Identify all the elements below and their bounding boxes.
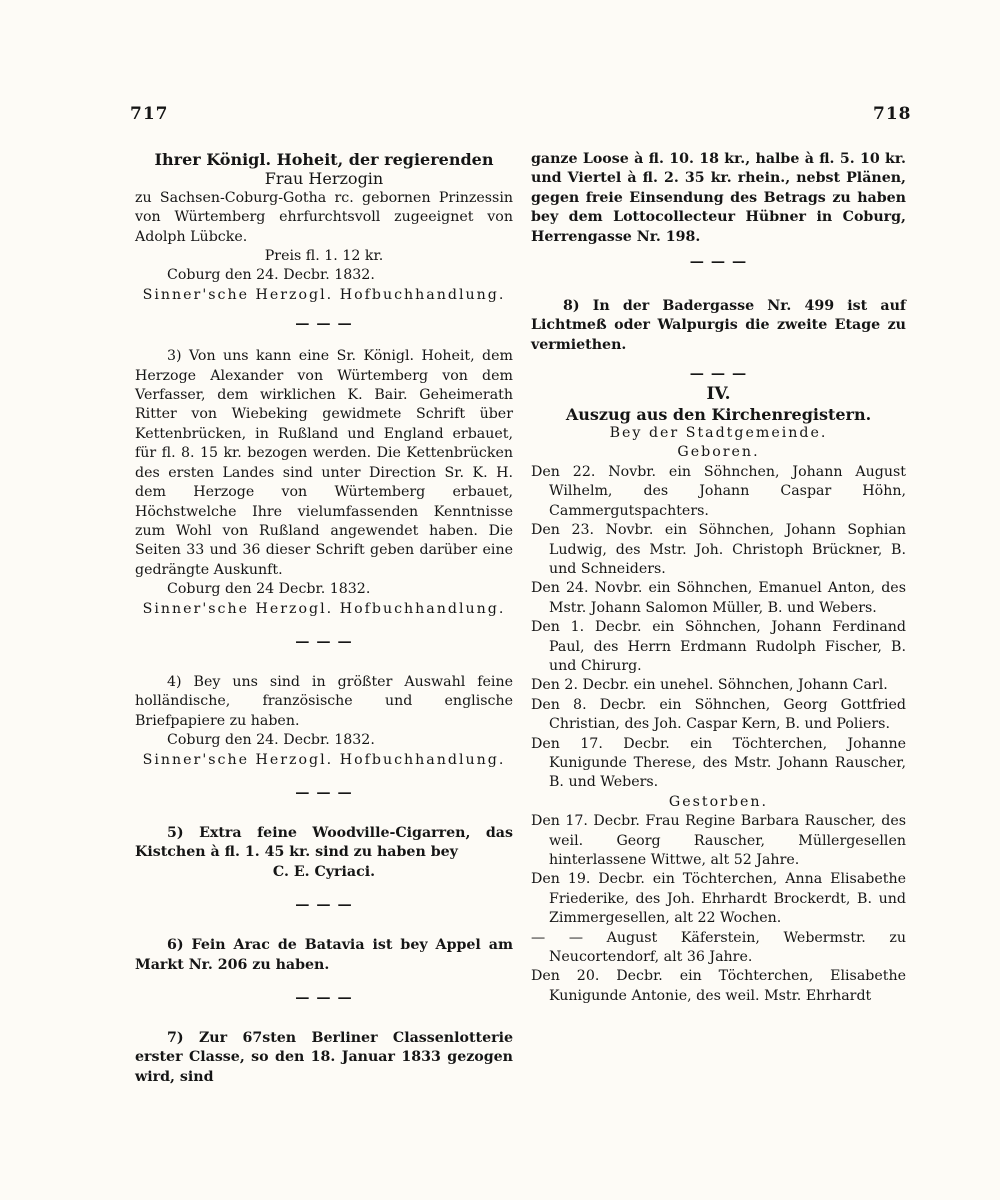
birth-entry: Den 17. Decbr. ein Töchterchen, Johanne Kunigunde Therese, des Mstr. Johann Rauscher, B. und Webers. <box>531 735 906 791</box>
left-page-number: 717 <box>130 104 169 124</box>
notice-6 <box>135 936 513 975</box>
death-entry: Den 19. Decbr. ein Töchterchen, Anna Elisabethe Friederike, des Joh. Ehrhardt Brockerdt, B. und Zimmergesellen, alt 22 Wochen. <box>531 871 906 927</box>
divider: — — — <box>295 990 353 1006</box>
notice-body: 5) Extra feine Woodville-Cigarren, das Kistchen à fl. 1. 45 kr. sind zu haben bey <box>135 824 513 861</box>
notice-body: 6) Fein Arac de Batavia ist bey Appel am Markt Nr. 206 zu haben. <box>135 937 513 973</box>
death-entry: — — August Käferstein, Webermstr. zu Neucortendorf, alt 36 Jahre. <box>531 929 906 966</box>
birth-entry: Den 22. Novbr. ein Söhnchen, Johann August Wilhelm, des Johann Caspar Höhn, Cammergutspachters. <box>531 463 906 519</box>
death-entry: Den 17. Decbr. Frau Regine Barbara Rauscher, des weil. Georg Rauscher, Müllergesellen hinterlassene Wittwe, alt 52 Jahre. <box>531 813 906 868</box>
birth-entry: Den 23. Novbr. ein Söhnchen, Johann Sophian Ludwig, des Mstr. Joh. Christoph Brückner, B. und Schneiders. <box>531 522 906 577</box>
deaths-list <box>531 812 906 1006</box>
notice-place-date: Coburg den 24. Decbr. 1832. <box>167 267 375 284</box>
right-page-number: 718 <box>873 104 912 124</box>
notice-place-date: Coburg den 24. Decbr. 1832. <box>167 732 375 749</box>
section-number: IV. <box>706 384 731 405</box>
left-column <box>135 150 513 1087</box>
notice-body: 7) Zur 67sten Berliner Classenlotterie erster Classe, so den 18. Januar 1833 gezogen wird, sind <box>135 1030 513 1085</box>
notice-heading: Ihrer Königl. Hoheit, der regierenden <box>154 150 494 169</box>
notice-body: 3) Von uns kann eine Sr. Königl. Hoheit, dem Herzoge Alexander von Würtemberg von dem Verfasser, dem wirklichen K. Bair. Geheimerath Ritter von Wiebeking gewidmete Schrift über Kettenbrücken, in Rußland und England erbauet, für fl. 8. 15 kr. bezogen werden. Die Kettenbrücken des ersten Landes sind unter Direction Sr. K. H. dem Herzoge von Würtemberg erbauet, Höchstwelche Ihre vielumfassenden Kenntnisse zum Wohl von Rußland angewendet haben. Die Seiten 33 und 36 dieser Schrift geben darüber eine gedrängte Auskunft. <box>135 348 513 578</box>
birth-entry: Den 2. Decbr. ein unehel. Söhnchen, Johann Carl. <box>531 677 888 694</box>
birth-entry: Den 24. Novbr. ein Söhnchen, Emanuel Anton, des Mstr. Johann Salomon Müller, B. und Webers. <box>531 580 906 616</box>
notice-8: 8) In der Badergasse Nr. 499 ist auf Lichtmeß oder Walpurgis die zweite Etage zu vermiethen. <box>531 298 906 353</box>
death-entry: Den 20. Decbr. ein Töchterchen, Elisabethe Kunigunde Antonie, des weil. Mstr. Ehrhardt <box>531 968 906 1004</box>
notice-subheading: Frau Herzogin <box>264 169 384 189</box>
notice-body: 4) Bey uns sind in größter Auswahl feine holländische, französische und englische Briefpapiere zu haben. <box>135 673 513 729</box>
divider: — — — <box>689 366 748 383</box>
divider: — — — <box>295 784 353 801</box>
parish-heading: Bey der Stadtgemeinde. <box>609 425 828 442</box>
notice-signature: C. E. Cyriaci. <box>272 863 376 880</box>
notice-place-date: Coburg den 24 Decbr. 1832. <box>167 581 371 598</box>
notice-5 <box>135 824 513 882</box>
birth-entry: Den 8. Decbr. ein Söhnchen, Georg Gottfried Christian, des Joh. Caspar Kern, B. und Poliers. <box>531 696 906 733</box>
section-title: Auszug aus den Kirchenregistern. <box>565 404 872 424</box>
notice-7 <box>135 1029 513 1087</box>
birth-entry: Den 1. Decbr. ein Söhnchen, Johann Ferdinand Paul, des Herrn Erdmann Rudolph Fischer, B. und Chirurg. <box>531 619 906 674</box>
deaths-heading: Gestorben. <box>668 793 769 810</box>
notice-price: Preis fl. 1. 12 kr. <box>264 248 384 265</box>
births-heading: Geboren. <box>677 444 760 461</box>
notice-continuation: ganze Loose à fl. 10. 18 kr., halbe à fl. 5. 10 kr. und Viertel à fl. 2. 35 kr. rhein., nebst Plänen, gegen freie Einsendung des Betrags zu haben bey dem Lottocollecteur Hübner in Coburg, Herrengasse Nr. 198. <box>531 151 906 245</box>
notice-dedication <box>135 150 513 305</box>
notice-3 <box>135 347 513 619</box>
notice-body: zu Sachsen-Coburg-Gotha rc. gebornen Prinzessin von Würtemberg ehrfurchtsvoll zugeeignet von Adolph Lübcke. <box>135 189 513 245</box>
divider: — — — <box>689 254 748 271</box>
notice-signature: Sinner'sche Herzogl. Hofbuchhandlung. <box>142 286 506 303</box>
divider: — — — <box>295 897 353 914</box>
births-list <box>531 463 906 793</box>
divider: — — — <box>295 633 353 650</box>
divider: — — — <box>295 316 353 333</box>
notice-signature: Sinner'sche Herzogl. Hofbuchhandlung. <box>142 751 506 768</box>
right-column <box>531 150 906 1006</box>
notice-signature: Sinner'sche Herzogl. Hofbuchhandlung. <box>142 600 506 617</box>
notice-4 <box>135 673 513 770</box>
